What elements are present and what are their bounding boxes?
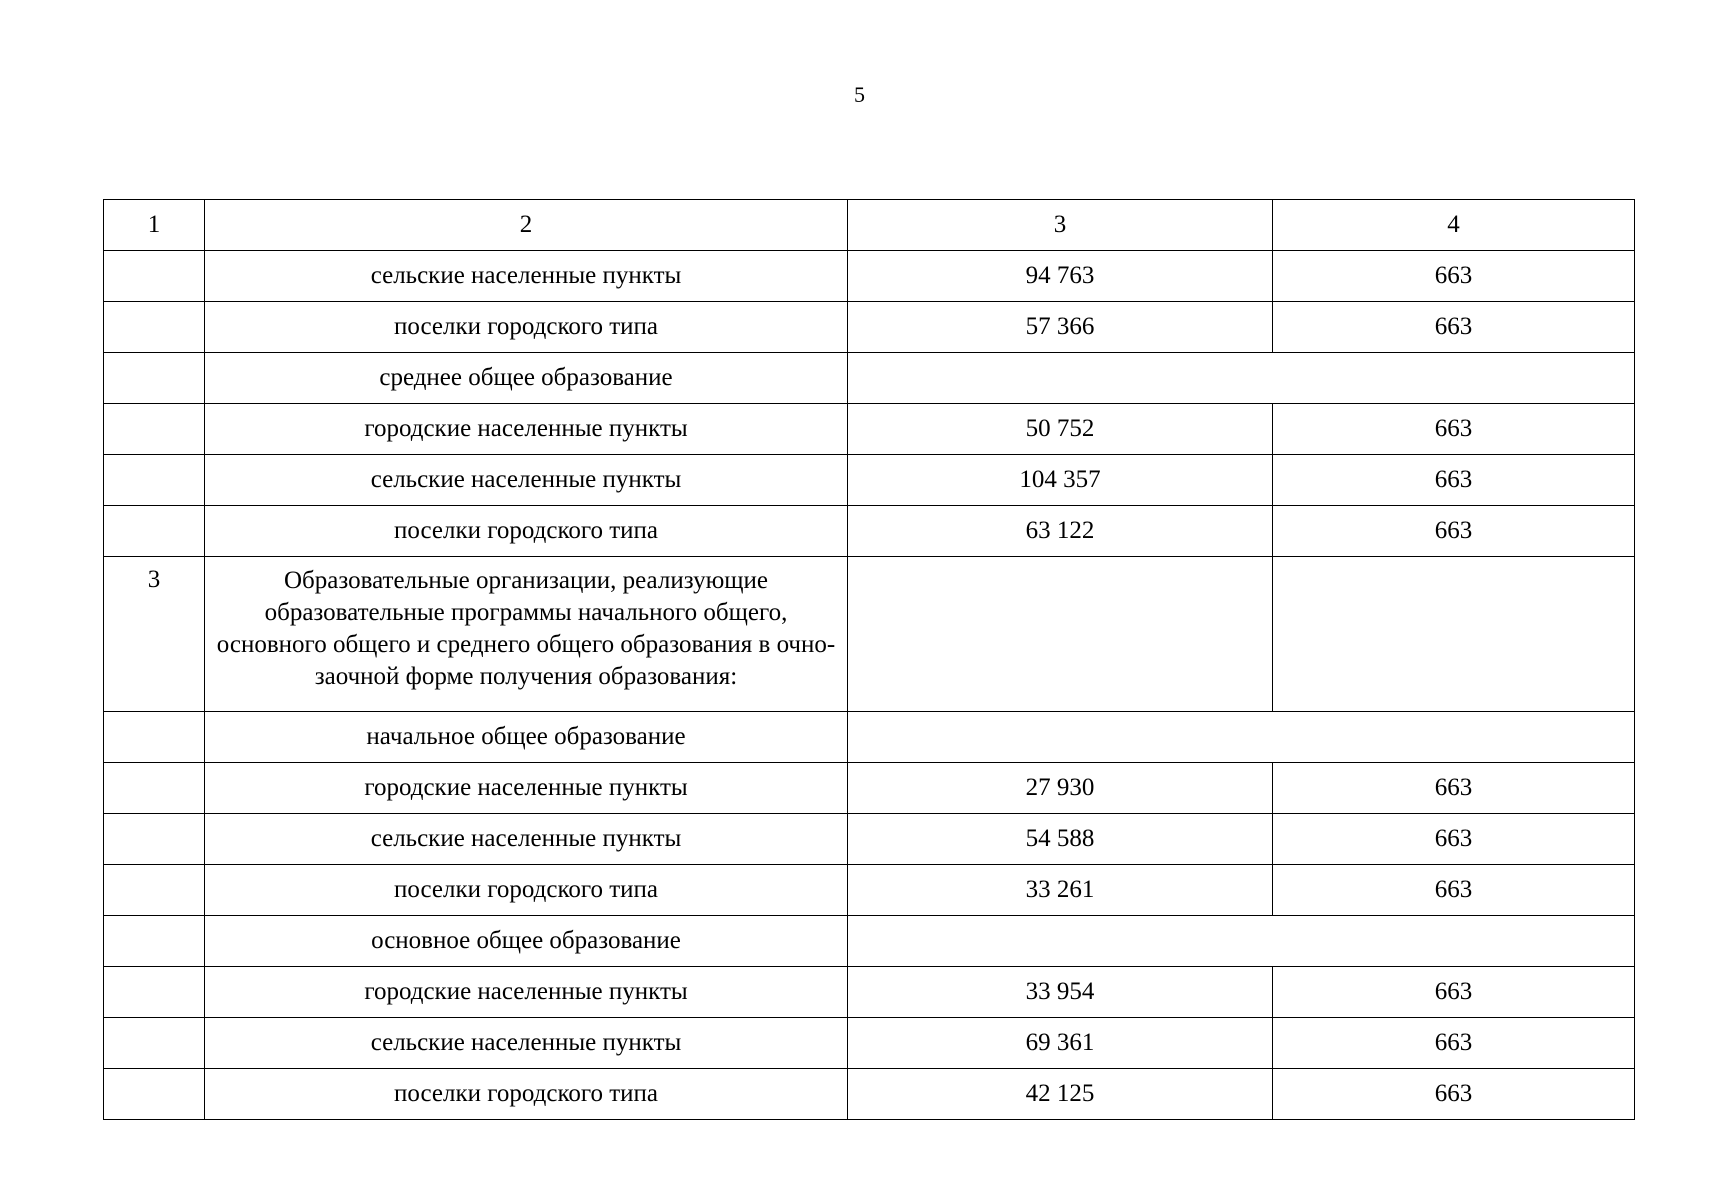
row-value-cell: 57 366 — [848, 302, 1273, 353]
table-row — [104, 1069, 1635, 1120]
table-row — [104, 404, 1635, 455]
row-value-cell: 69 361 — [848, 1018, 1273, 1069]
row-label-cell: среднее общее образование — [205, 353, 848, 404]
row-label-cell: городские населенные пункты — [205, 967, 848, 1018]
row-label-cell: сельские населенные пункты — [205, 814, 848, 865]
table-row-subheading — [104, 712, 1635, 763]
row-label-cell: начальное общее образование — [205, 712, 848, 763]
row-value-cell: 33 261 — [848, 865, 1273, 916]
table-row — [104, 302, 1635, 353]
row-label-cell: поселки городского типа — [205, 302, 848, 353]
row-number-cell — [104, 353, 205, 404]
merged-empty-cell — [848, 916, 1635, 967]
row-label-cell: сельские населенные пункты — [205, 251, 848, 302]
row-value-cell — [1273, 557, 1635, 712]
row-label-cell: сельские населенные пункты — [205, 455, 848, 506]
row-value-cell: 663 — [1273, 251, 1635, 302]
row-value-cell: 663 — [1273, 967, 1635, 1018]
table-row — [104, 455, 1635, 506]
row-number-cell — [104, 763, 205, 814]
row-value-cell: 54 588 — [848, 814, 1273, 865]
table-row-section — [104, 557, 1635, 712]
table-row — [104, 1018, 1635, 1069]
row-value-cell: 663 — [1273, 1018, 1635, 1069]
row-value-cell: 27 930 — [848, 763, 1273, 814]
merged-empty-cell — [848, 712, 1635, 763]
row-number-cell — [104, 302, 205, 353]
row-label-cell: поселки городского типа — [205, 1069, 848, 1120]
row-label-cell: поселки городского типа — [205, 865, 848, 916]
row-number-cell — [104, 814, 205, 865]
row-value-cell: 663 — [1273, 455, 1635, 506]
row-value-cell: 50 752 — [848, 404, 1273, 455]
row-label-cell: основное общее образование — [205, 916, 848, 967]
row-number-cell — [104, 1069, 205, 1120]
row-value-cell: 663 — [1273, 865, 1635, 916]
row-number-cell — [104, 1018, 205, 1069]
row-number-cell — [104, 712, 205, 763]
row-value-cell: 663 — [1273, 404, 1635, 455]
header-cell-3: 3 — [848, 200, 1273, 251]
row-value-cell — [848, 557, 1273, 712]
table-row — [104, 251, 1635, 302]
row-number-cell — [104, 404, 205, 455]
row-number-cell — [104, 865, 205, 916]
row-number-cell — [104, 916, 205, 967]
data-table — [103, 199, 1635, 1120]
row-value-cell: 33 954 — [848, 967, 1273, 1018]
row-label-cell: городские населенные пункты — [205, 404, 848, 455]
page-number: 5 — [854, 82, 865, 107]
row-value-cell: 42 125 — [848, 1069, 1273, 1120]
row-value-cell: 63 122 — [848, 506, 1273, 557]
row-label-cell: Образовательные организации, реализующие образовательные программы начального общего, основного общего и среднего общего образования в очно-заочной форме получения образования: — [205, 557, 848, 712]
row-label-cell: поселки городского типа — [205, 506, 848, 557]
row-number-cell — [104, 455, 205, 506]
row-label-cell: сельские населенные пункты — [205, 1018, 848, 1069]
row-value-cell: 663 — [1273, 763, 1635, 814]
row-value-cell: 663 — [1273, 302, 1635, 353]
table-row — [104, 967, 1635, 1018]
row-value-cell: 663 — [1273, 814, 1635, 865]
table-row — [104, 865, 1635, 916]
row-number-cell — [104, 506, 205, 557]
merged-empty-cell — [848, 353, 1635, 404]
table-header-row — [104, 200, 1635, 251]
table-row — [104, 814, 1635, 865]
header-cell-1: 1 — [104, 200, 205, 251]
row-value-cell: 94 763 — [848, 251, 1273, 302]
row-value-cell: 663 — [1273, 1069, 1635, 1120]
table-row-subheading — [104, 916, 1635, 967]
header-cell-4: 4 — [1273, 200, 1635, 251]
row-number-cell — [104, 967, 205, 1018]
table-row-subheading — [104, 353, 1635, 404]
header-cell-2: 2 — [205, 200, 848, 251]
table-row — [104, 763, 1635, 814]
row-value-cell: 663 — [1273, 506, 1635, 557]
row-label-cell: городские населенные пункты — [205, 763, 848, 814]
row-value-cell: 104 357 — [848, 455, 1273, 506]
row-number-cell: 3 — [104, 557, 205, 712]
table-row — [104, 506, 1635, 557]
row-number-cell — [104, 251, 205, 302]
